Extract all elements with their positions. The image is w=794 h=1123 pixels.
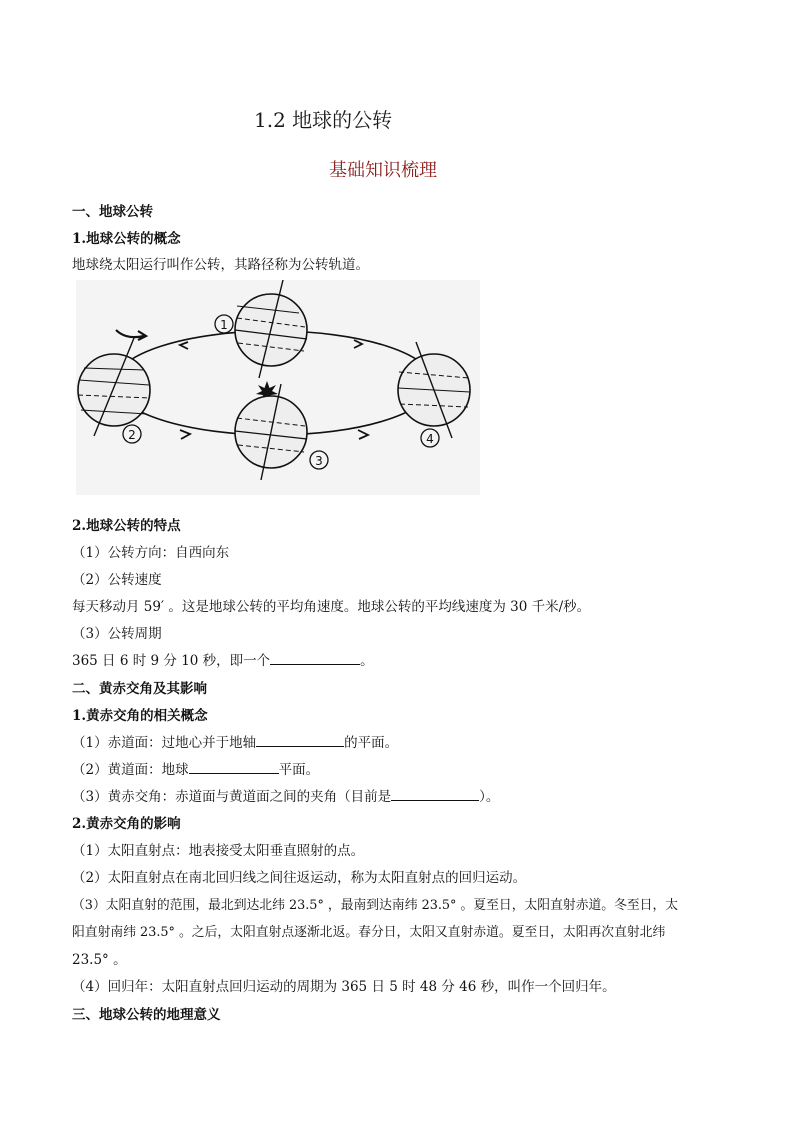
section-heading-2: 二、黄赤交角及其影响: [72, 681, 207, 697]
ecliptic-text-b: 平面。: [278, 762, 320, 778]
obliquity-line: [72, 785, 499, 805]
page-subtitle: 基础知识梳理: [329, 160, 437, 181]
period-line: （3）公转周期: [72, 626, 162, 642]
subsection-heading-1-1: 1.地球公转的概念: [72, 231, 181, 247]
equator-plane-line: [72, 731, 398, 751]
period-text: [72, 649, 374, 669]
period-text-b: 。: [360, 653, 374, 669]
period-text-a: 365 日 6 时 9 分 10 秒，即一个: [72, 653, 271, 669]
section-heading-3: 三、地球公转的地理意义: [72, 1007, 221, 1023]
impact-item-2: （2）太阳直射点在南北回归线之间往返运动，称为太阳直射点的回归运动。: [72, 870, 527, 886]
subsection-heading-2-2: 2.黄赤交角的影响: [72, 816, 181, 832]
svg-text:4: 4: [426, 432, 434, 446]
orbit-diagram: [76, 280, 480, 495]
impact-item-1: （1）太阳直射点：地表接受太阳垂直照射的点。: [72, 843, 365, 859]
speed-text: 每天移动月 59′ 。这是地球公转的平均角速度。地球公转的平均线速度为 30 千米/秒。: [72, 599, 591, 615]
svg-text:1: 1: [220, 318, 228, 332]
impact-item-3-line-1: （3）太阳直射的范围，最北到达北纬 23.5° ，最南到达南纬 23.5° 。夏至日，太阳直射赤道。冬至日，太: [72, 898, 679, 913]
subsection-heading-2-1: 1.黄赤交角的相关概念: [72, 708, 208, 724]
blank-ecliptic[interactable]: [189, 761, 279, 774]
ecliptic-text-a: （2）黄道面：地球: [72, 762, 189, 778]
subsection-heading-1-2: 2.地球公转的特点: [72, 518, 181, 534]
section-heading-1: 一、地球公转: [72, 204, 153, 220]
equator-text-a: （1）赤道面：过地心并于地轴: [72, 735, 257, 751]
blank-obliquity[interactable]: [391, 788, 479, 801]
impact-item-3-line-3: 23.5° 。: [72, 952, 127, 968]
blank-equator[interactable]: [256, 734, 344, 747]
blank-period[interactable]: [270, 652, 360, 665]
ecliptic-plane-line: [72, 758, 319, 778]
page-title: 1.2 地球的公转: [254, 108, 393, 132]
svg-text:3: 3: [315, 454, 323, 468]
equator-text-b: 的平面。: [344, 735, 399, 751]
direction-line: （1）公转方向：自西向东: [72, 545, 230, 561]
obliquity-text-a: （3）黄赤交角：赤道面与黄道面之间的夹角（目前是: [72, 789, 392, 805]
obliquity-text-b: ）。: [479, 789, 500, 805]
impact-item-4: （4）回归年：太阳直射点回归运动的周期为 365 日 5 时 48 分 46 秒，叫作一个回归年。: [72, 979, 616, 995]
revolution-concept-text: 地球绕太阳运行叫作公转，其路径称为公转轨道。: [72, 257, 369, 273]
speed-line: （2）公转速度: [72, 572, 162, 588]
impact-item-3-line-2: 阳直射南纬 23.5° 。之后，太阳直射点逐渐北返。春分日，太阳又直射赤道。夏至日，太阳再次直射北纬: [72, 925, 666, 940]
svg-text:2: 2: [128, 428, 136, 442]
